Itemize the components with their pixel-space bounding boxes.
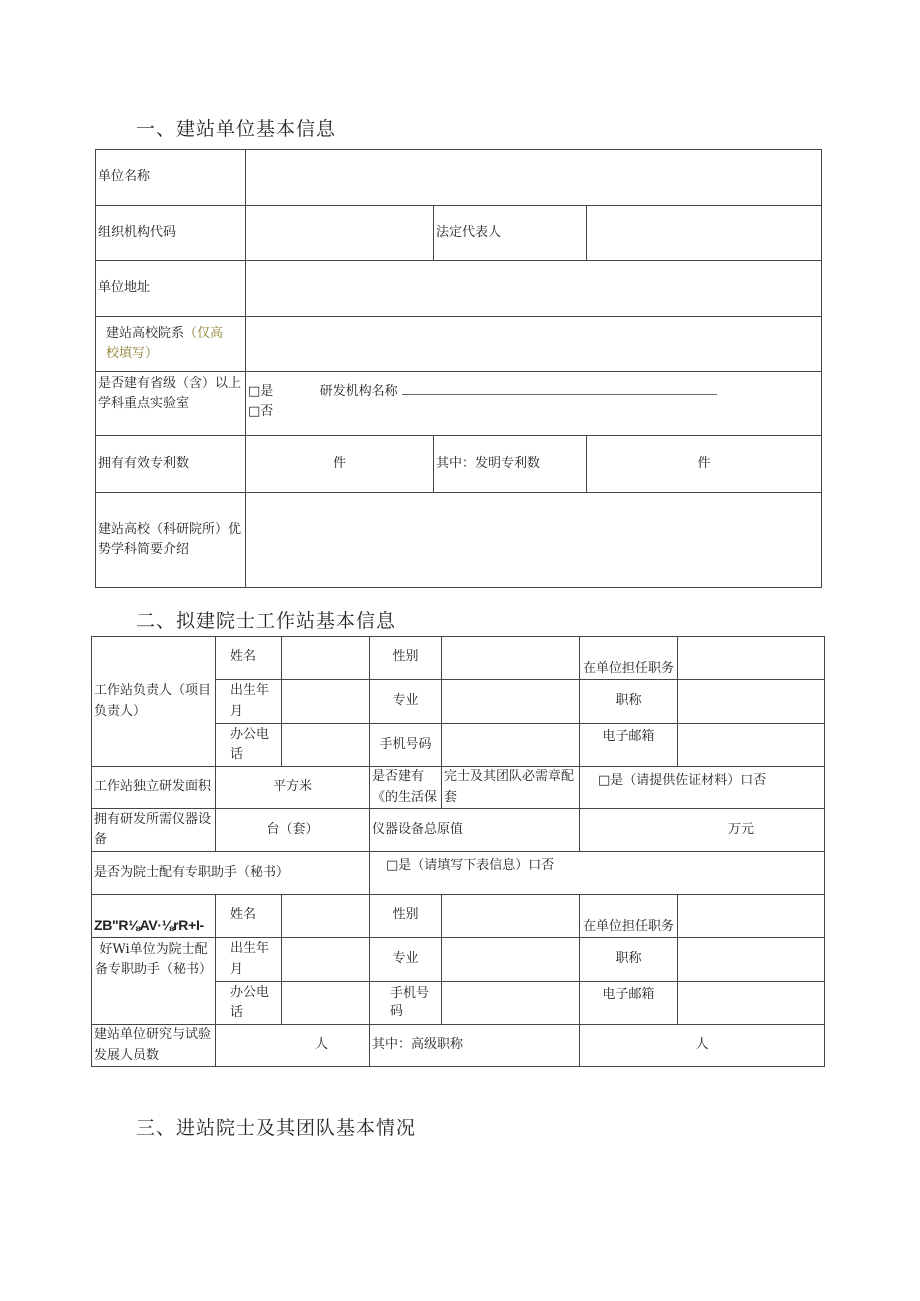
leader-office-phone-field[interactable] — [282, 724, 370, 767]
invention-patents-label: 其中：发明专利数 — [434, 436, 587, 493]
section2-heading: 二、拟建院士工作站基本信息 — [136, 610, 397, 632]
leader-title-field[interactable] — [678, 680, 825, 724]
assistant-options[interactable]: □是（请填写下表信息）口否 — [370, 852, 825, 895]
assistant-gender-label: 性别 — [370, 895, 442, 938]
leader-email-field[interactable] — [678, 724, 825, 767]
dept-label-text: 建站高校院系 — [106, 325, 185, 341]
senior-unit: 人 — [695, 1037, 709, 1053]
discipline-label: 建站高校（科研院所）优势学科简要介绍 — [96, 493, 246, 588]
assistant-birth-field[interactable] — [282, 938, 370, 982]
dept-label — [96, 317, 246, 372]
lab-yes-checkbox[interactable]: □是 — [248, 384, 274, 399]
section3-heading: 三、进站院士及其团队基本情况 — [136, 1117, 417, 1139]
leader-mobile-field[interactable] — [442, 724, 580, 767]
assistant-birth-label: 出生年月 — [216, 938, 282, 982]
unit-address-label: 单位地址 — [96, 261, 246, 317]
assistant-title-field[interactable] — [678, 938, 825, 982]
leader-title-label: 职称 — [580, 680, 678, 724]
assistant-garbled-text: ZB"R⅛AV·⅛rR+I- — [92, 895, 216, 938]
area-label: 工作站独立研发面积 — [92, 767, 216, 809]
equip-field[interactable] — [216, 809, 370, 852]
leader-major-field[interactable] — [442, 680, 580, 724]
assistant-name-label: 姓名 — [216, 895, 282, 938]
assistant-office-phone-field[interactable] — [282, 982, 370, 1025]
senior-field[interactable] — [580, 1025, 825, 1067]
leader-major-label: 专业 — [370, 680, 442, 724]
assistant-email-field[interactable] — [678, 982, 825, 1025]
equip-unit: 台（套） — [266, 821, 319, 837]
discipline-field[interactable] — [246, 493, 822, 588]
leader-gender-field[interactable] — [442, 637, 580, 680]
assistant-office-phone-label: 办公电话 — [216, 982, 282, 1025]
assistant-gender-field[interactable] — [442, 895, 580, 938]
invention-patents-field[interactable] — [587, 436, 822, 493]
lab-question: 是否建有省级（含）以上学科重点实验室 — [96, 372, 246, 436]
assistant-name-field[interactable] — [282, 895, 370, 938]
assistant-label: 好Wi单位为院士配备专职助手（秘书） — [92, 938, 216, 1025]
leader-mobile-label: 手机号码 — [370, 724, 442, 767]
assistant-title-label: 职称 — [580, 938, 678, 982]
staff-unit: 人 — [314, 1037, 328, 1053]
dept-note-1: （仅高 — [184, 325, 224, 341]
leader-birth-field[interactable] — [282, 680, 370, 724]
assistant-question: 是否为院士配有专职助手（秘书） — [92, 852, 370, 895]
patents-field[interactable] — [246, 436, 434, 493]
dept-note-2: 校填写） — [106, 346, 159, 361]
assistant-major-label: 专业 — [370, 938, 442, 982]
leader-position-field[interactable] — [678, 637, 825, 680]
section1-heading: 一、建站单位基本信息 — [136, 118, 337, 140]
leader-email-label: 电子邮箱 — [580, 724, 678, 767]
org-code-label: 组织机构代码 — [96, 206, 246, 261]
legal-rep-label: 法定代表人 — [434, 206, 587, 261]
equip-label: 拥有研发所需仪器设备 — [92, 809, 216, 852]
living-options[interactable]: □是（请提供佐证材料）口否 — [580, 767, 825, 809]
area-field[interactable] — [216, 767, 370, 809]
workstation-info-table — [91, 636, 825, 1067]
legal-rep-field[interactable] — [587, 206, 822, 261]
equip-value-unit: 万元 — [727, 821, 754, 837]
invention-unit: 件 — [697, 455, 711, 471]
living-question-2: 完士及其团队必需章配套 — [442, 767, 580, 809]
leader-label: 工作站负责人（项目负责人） — [92, 637, 216, 767]
dept-field[interactable] — [246, 317, 822, 372]
senior-label: 其中：高级职称 — [370, 1025, 580, 1067]
staff-label: 建站单位研究与试验发展人员数 — [92, 1025, 216, 1067]
leader-gender-label: 性别 — [370, 637, 442, 680]
assistant-mobile-field[interactable] — [442, 982, 580, 1025]
lab-no-checkbox[interactable]: □否 — [248, 404, 274, 420]
leader-name-field[interactable] — [282, 637, 370, 680]
unit-info-table — [95, 149, 822, 588]
lab-name-label: 研发机构名称 — [319, 384, 398, 399]
patent-unit: 件 — [332, 455, 346, 471]
unit-address-field[interactable] — [246, 261, 822, 317]
leader-birth-label: 出生年月 — [216, 680, 282, 724]
org-code-field[interactable] — [246, 206, 434, 261]
patents-label: 拥有有效专利数 — [96, 436, 246, 493]
assistant-position-field[interactable] — [678, 895, 825, 938]
assistant-mobile-label: 手机号码 — [370, 982, 442, 1025]
unit-name-label: 单位名称 — [96, 150, 246, 206]
equip-value-field[interactable] — [580, 809, 825, 852]
area-unit: 平方米 — [272, 779, 312, 795]
assistant-major-field[interactable] — [442, 938, 580, 982]
unit-name-field[interactable] — [246, 150, 822, 206]
assistant-email-label: 电子邮箱 — [580, 982, 678, 1025]
lab-name-underline[interactable] — [402, 382, 717, 395]
living-question: 是否建有《的生活保 — [370, 767, 442, 809]
equip-value-label: 仪器设备总原值 — [370, 809, 580, 852]
staff-field[interactable] — [216, 1025, 370, 1067]
leader-name-label: 姓名 — [216, 637, 282, 680]
leader-position-label: 在单位担任职务 — [580, 637, 678, 680]
leader-office-phone-label: 办公电话 — [216, 724, 282, 767]
assistant-position-label: 在单位担任职务 — [580, 895, 678, 938]
lab-options — [246, 372, 822, 436]
